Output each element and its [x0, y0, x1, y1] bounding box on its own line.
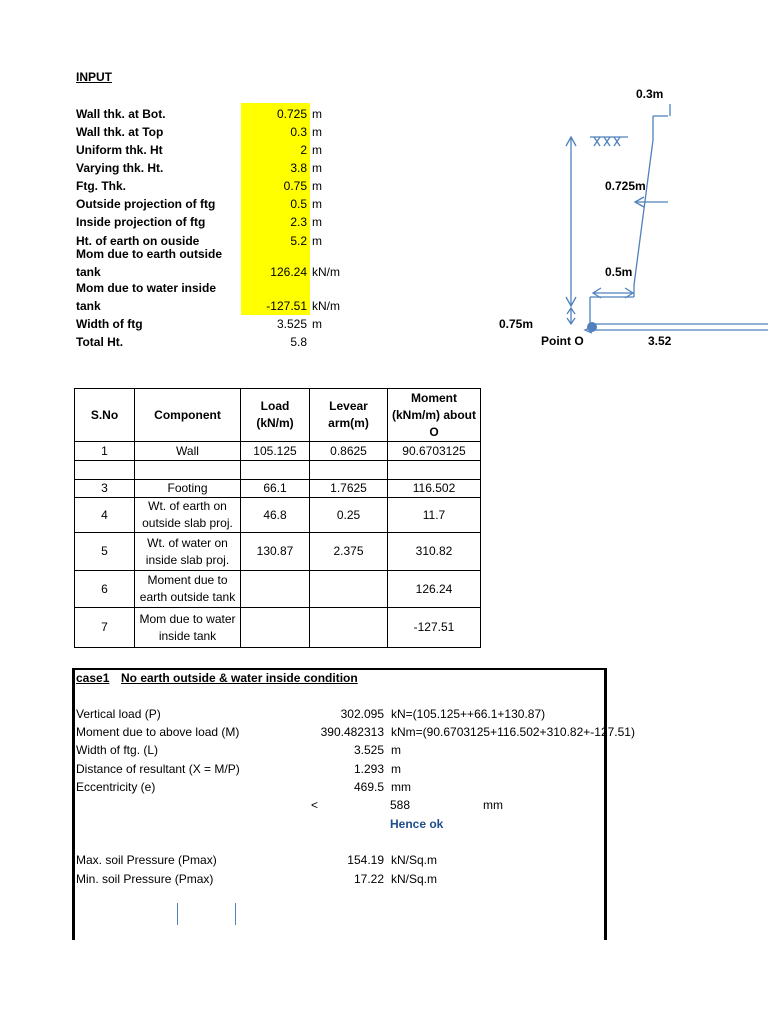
vertical-load-value: 302.095: [340, 707, 384, 721]
case-width-unit: m: [391, 743, 401, 757]
cell-load: 130.87: [241, 533, 310, 571]
diagram-proj: 0.5m: [605, 265, 633, 279]
header-moment: Moment (kNm/m) about O: [388, 389, 481, 442]
mom-water-unit: kN/m: [312, 299, 340, 313]
distance-label: Distance of resultant (X = M/P): [76, 762, 240, 776]
mom-earth-value[interactable]: 126.24: [270, 265, 307, 279]
input-value[interactable]: 0.5: [290, 197, 307, 211]
pmax-unit: kN/Sq.m: [391, 853, 438, 867]
case-width-label: Width of ftg. (L): [76, 743, 159, 757]
less-than-sign: <: [311, 798, 319, 812]
input-label: Outside projection of ftg: [76, 197, 216, 211]
cell-load: [241, 461, 310, 480]
moment-label: Moment due to above load (M): [76, 725, 240, 739]
cell-component: Wt. of water on inside slab proj.: [135, 533, 241, 571]
cell-moment: -127.51: [388, 608, 481, 648]
eccentricity-unit: mm: [391, 780, 411, 794]
header-lever-arm: Levear arm(m): [310, 389, 388, 442]
limit-value: 588: [390, 798, 411, 812]
cell-lever-arm: 2.375: [310, 533, 388, 571]
cell-moment: [388, 461, 481, 480]
table-row: [75, 571, 481, 608]
eccentricity-value: 469.5: [353, 780, 384, 794]
table-row: [75, 442, 481, 461]
diagram-lines: [566, 104, 768, 333]
mom-water-label-1: Mom due to water inside: [76, 281, 217, 295]
input-value[interactable]: 2.3: [290, 215, 307, 229]
cell-moment: 116.502: [388, 480, 481, 498]
table-row: [75, 608, 481, 648]
input-label: Uniform thk. Ht: [76, 143, 163, 157]
input-value[interactable]: 5.2: [290, 234, 307, 248]
cell-component: Wt. of earth on outside slab proj.: [135, 498, 241, 533]
cell-component: Wall: [135, 442, 241, 461]
components-table: [74, 388, 481, 648]
point-o-marker: [587, 322, 597, 332]
case1-title: No earth outside & water inside condition: [121, 671, 358, 685]
diagram-width: 3.52: [648, 334, 672, 348]
cell-component: Footing: [135, 480, 241, 498]
mom-water-label-2: tank: [76, 299, 101, 313]
cell-component: [135, 461, 241, 480]
pmin-label: Min. soil Pressure (Pmax): [76, 872, 214, 886]
cell-load: [241, 608, 310, 648]
cell-sno: 5: [75, 533, 135, 571]
cell-load: [241, 571, 310, 608]
input-label: Inside projection of ftg: [76, 215, 206, 229]
cell-sno: 6: [75, 571, 135, 608]
input-value[interactable]: 0.75: [283, 179, 307, 193]
input-unit: m: [312, 107, 322, 121]
cell-load: 105.125: [241, 442, 310, 461]
mom-water-value[interactable]: -127.51: [266, 299, 307, 313]
cell-sno: [75, 461, 135, 480]
cell-lever-arm: 0.25: [310, 498, 388, 533]
input-label: Ftg. Thk.: [76, 179, 126, 193]
vertical-load-note: kN=(105.125++66.1+130.87): [391, 707, 546, 721]
diagram-top-thk: 0.3m: [636, 87, 664, 101]
input-value[interactable]: 0.3: [290, 125, 307, 139]
width-ftg-label: Width of ftg: [76, 317, 143, 331]
table-body: [75, 442, 481, 648]
input-unit: m: [312, 215, 322, 229]
width-ftg-value: 3.525: [276, 317, 307, 331]
input-label: Varying thk. Ht.: [76, 161, 164, 175]
cell-lever-arm: 1.7625: [310, 480, 388, 498]
vertical-load-label: Vertical load (P): [76, 707, 161, 721]
table-row: [75, 498, 481, 533]
cell-moment: 126.24: [388, 571, 481, 608]
input-value[interactable]: 0.725: [276, 107, 307, 121]
pmax-label: Max. soil Pressure (Pmax): [76, 853, 217, 867]
table-header-row: [75, 389, 481, 442]
header-load: Load (kN/m): [241, 389, 310, 442]
input-unit: m: [312, 161, 322, 175]
moment-value: 390.482313: [320, 725, 384, 739]
cell-moment: 11.7: [388, 498, 481, 533]
pmin-value: 17.22: [353, 872, 384, 886]
cell-sno: 1: [75, 442, 135, 461]
pmin-unit: kN/Sq.m: [391, 872, 438, 886]
limit-unit: mm: [483, 798, 503, 812]
cell-sno: 4: [75, 498, 135, 533]
table-row: [75, 480, 481, 498]
input-unit: m: [312, 179, 322, 193]
hence-ok-label: Hence ok: [390, 817, 444, 831]
input-unit: m: [312, 197, 322, 211]
case1-tag: case1: [76, 671, 110, 685]
cell-lever-arm: [310, 571, 388, 608]
pmax-value: 154.19: [347, 853, 384, 867]
cell-lever-arm: [310, 608, 388, 648]
cell-load: 46.8: [241, 498, 310, 533]
cell-cursor-right: [235, 903, 236, 925]
cell-load: 66.1: [241, 480, 310, 498]
mom-earth-label-1: Mom due to earth outside: [76, 247, 223, 261]
moment-note: kNm=(90.6703125+116.502+310.82+-127.51): [391, 725, 635, 739]
input-label: Ht. of earth on ouside: [76, 234, 200, 248]
diagram-bot-thk: 0.725m: [605, 179, 646, 193]
cell-component: Moment due to earth outside tank: [135, 571, 241, 608]
total-ht-label: Total Ht.: [76, 335, 124, 349]
cell-lever-arm: [310, 461, 388, 480]
input-heading: INPUT: [76, 70, 112, 84]
input-unit: m: [312, 125, 322, 139]
input-value[interactable]: 3.8: [290, 161, 307, 175]
cell-cursor-left: [177, 903, 178, 925]
input-label: Wall thk. at Bot.: [76, 107, 166, 121]
table-row: [75, 461, 481, 480]
input-unit: m: [312, 143, 322, 157]
header-sno: S.No: [75, 389, 135, 442]
distance-value: 1.293: [353, 762, 384, 776]
cell-sno: 3: [75, 480, 135, 498]
distance-unit: m: [391, 762, 401, 776]
input-label: Wall thk. at Top: [76, 125, 164, 139]
case-width-value: 3.525: [353, 743, 384, 757]
cell-component: Mom due to water inside tank: [135, 608, 241, 648]
mom-earth-label-2: tank: [76, 265, 101, 279]
diagram-point: Point O: [541, 334, 584, 348]
table-row: [75, 533, 481, 571]
cell-lever-arm: 0.8625: [310, 442, 388, 461]
width-ftg-unit: m: [312, 317, 322, 331]
cell-moment: 90.6703125: [388, 442, 481, 461]
diagram-ftg: 0.75m: [499, 317, 534, 331]
total-ht-value: 5.8: [290, 335, 307, 349]
cell-moment: 310.82: [388, 533, 481, 571]
header-component: Component: [135, 389, 241, 442]
mom-earth-unit: kN/m: [312, 265, 340, 279]
cell-sno: 7: [75, 608, 135, 648]
input-unit: m: [312, 234, 322, 248]
eccentricity-label: Eccentricity (e): [76, 780, 156, 794]
input-value[interactable]: 2: [300, 143, 307, 157]
